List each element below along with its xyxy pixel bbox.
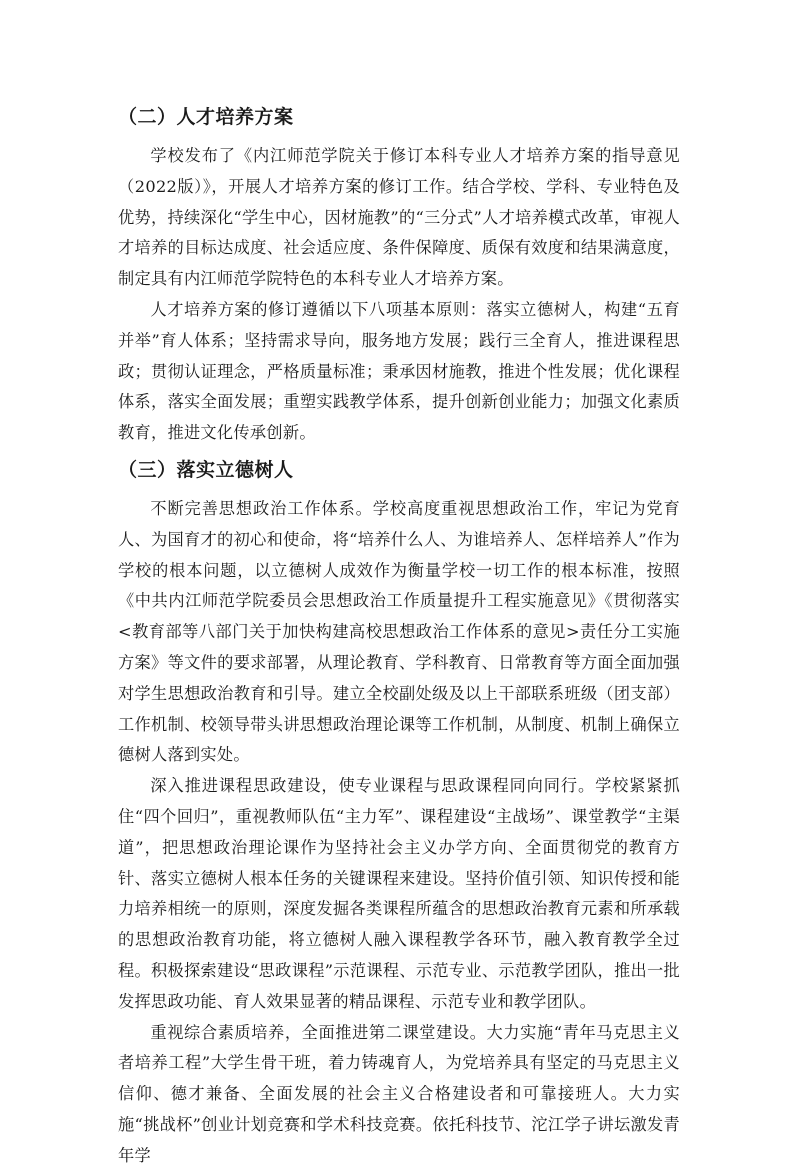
document-page xyxy=(118,96,680,1172)
paragraph: 人才培养方案的修订遵循以下八项基本原则：落实立德树人，构建“五育并举”育人体系；坚持需求导向，服务地方发展；践行三全育人，推进课程思政；贯彻认证理念，严格质量标准；秉承因材施教，推进个性发展；优化课程体系，落实全面发展；重塑实践教学体系，提升创新创业能力；加强文化素质教育，推进文化传承创新。 xyxy=(118,299,680,443)
paragraph: 重视综合素质培养，全面推进第二课堂建设。大力实施“青年马克思主义者培养工程”大学生骨干班，着力铸魂育人，为党培养具有坚定的马克思主义信仰、德才兼备、全面发展的社会主义合格建设者和可靠接班人。大力实施“挑战杯”创业计划竞赛和学术科技竞赛。依托科技节、沱江学子讲坛激发青年学 xyxy=(118,1022,680,1165)
paragraph: 深入推进课程思政建设，使专业课程与思政课程同向同行。学校紧紧抓住“四个回归”，重视教师队伍“主力军”、课程建设“主战场”、课堂教学“主渠道”，把思想政治理论课作为坚持社会主义办学方向、全面贯彻党的教育方针、落实立德树人根本任务的关键课程来建设。坚持价值引领、知识传授和能力培养相统一的原则，深度发掘各类课程所蕴含的思想政治教育元素和所承载的思想政治教育功能，将立德树人融入课程教学各环节，融入教育教学全过程。积极探索建设“思政课程”示范课程、示范专业、示范教学团队，推出一批发挥思政功能、育人效果显著的精品课程、示范专业和教学团队。 xyxy=(118,776,680,1011)
section-heading-talent-plan: （二）人才培养方案 xyxy=(118,106,294,128)
paragraph: 不断完善思想政治工作体系。学校高度重视思想政治工作，牢记为党育人、为国育才的初心和使命，将“培养什么人、为谁培养人、怎样培养人”作为学校的根本问题，以立德树人成效作为衡量学校一切工作的根本标准，按照《中共内江师范学院委员会思想政治工作质量提升工程实施意见》《贯彻落实<教育部等八部门关于加快构建高校思想政治工作体系的意见>责任分工实施方案》等文件的要求部署，从理论教育、学科教育、日常教育等方面全面加强对学生思想政治教育和引导。建立全校副处级及以上干部联系班级（团支部）工作机制、校领导带头讲思想政治理论课等工作机制，从制度、机制上确保立德树人落到实处。 xyxy=(118,498,680,765)
section-heading-moral-education: （三）落实立德树人 xyxy=(118,458,294,481)
paragraph: 学校发布了《内江师范学院关于修订本科专业人才培养方案的指导意见（2022版）》，开展人才培养方案的修订工作。结合学校、学科、专业特色及优势，持续深化“学生中心，因材施教”的“三分式”人才培养模式改革，审视人才培养的目标达成度、社会适应度、条件保障度、质保有效度和结果满意度，制定具有内江师范学院特色的本科专业人才培养方案。 xyxy=(118,146,680,289)
